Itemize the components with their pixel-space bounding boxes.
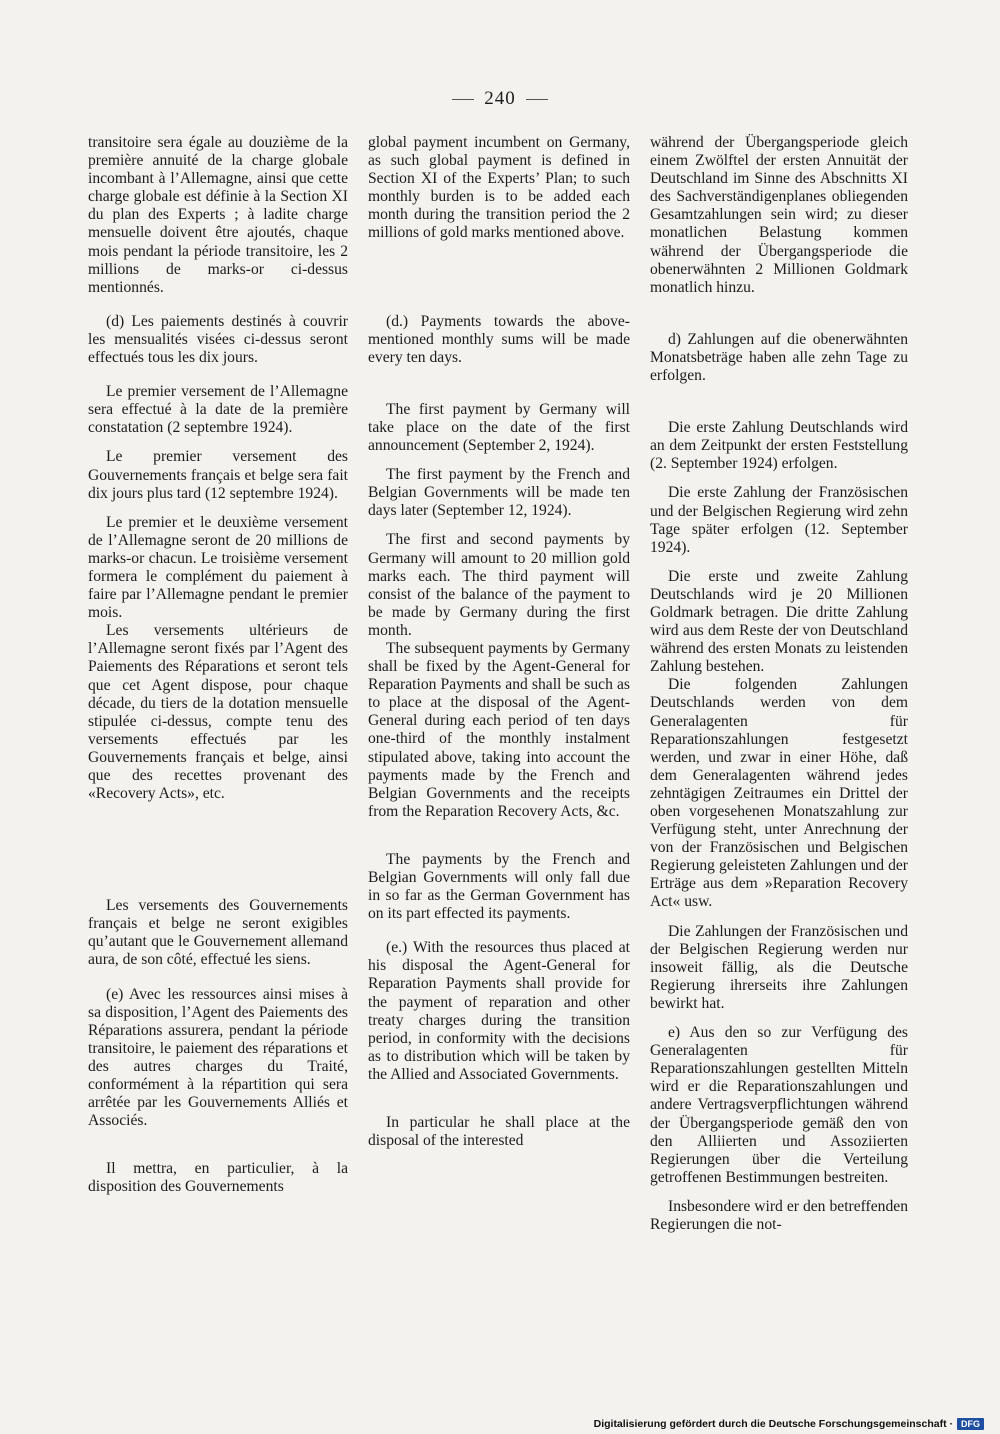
paragraph-de-2: d) Zahlungen auf die obenerwähnten Monatsbeträge haben alle zehn Tage zu erfolgen. (650, 330, 908, 385)
paragraph-en-4: The first payment by the French and Belgian Governments will be made ten days later (September 12, 1924). (368, 466, 630, 520)
paragraph-fr-8: (e) Avec les ressources ainsi mises à sa disposition, l’Agent des Paiements des Réparations assurera, pendant la période transitoire, le paiement des réparations et des autres charges du Traité, conformément à la répartition qui sera arrêtée par les Gouvernements Alliés et Associés. (88, 985, 348, 1130)
paragraph-de-9: Insbesondere wird er den betreffenden Regierungen die not- (650, 1197, 908, 1233)
paragraph-en-5: The first and second payments by Germany will amount to 20 million gold marks each. The third payment will consist of the balance of the payment to be made by Germany during the first month. (368, 531, 630, 639)
paragraph-de-5: Die erste und zweite Zahlung Deutschlands wird je 20 Millionen Goldmark betragen. Die dritte Zahlung wird aus dem Reste der von Deutschland während des ersten Monats zu leistenden Zahlung bestehen. (650, 567, 908, 676)
paragraph-en-9: In particular he shall place at the disposal of the interested (368, 1114, 630, 1150)
page-number-line (0, 88, 1000, 110)
paragraph-de-7: Die Zahlungen der Französischen und der Belgischen Regierung werden nur insoweit fällig, als die Deutsche Regierung ihrerseits ihre Zahlungen bewirkt hat. (650, 922, 908, 1012)
decorative-dash (526, 99, 548, 100)
paragraph-en-6: The subsequent payments by Germany shall be fixed by the Agent-General for Reparation Payments and shall be such as to place at the disposal of the Agent-General during each period of ten days one-third of the monthly instalment stipulated above, taking into account the payments made by the French and Belgian Governments and the receipts from the Reparation Recovery Acts, &c. (368, 639, 630, 820)
paragraph-fr-4: Le premier versement des Gouvernements français et belge sera fait dix jours plus tard (12 septembre 1924). (88, 448, 348, 502)
page-number: 240 (484, 88, 516, 109)
column-english (368, 134, 630, 1314)
dfg-logo: DFG (957, 1418, 984, 1430)
paragraph-en-1: global payment incumbent on Germany, as such global payment is defined in Section XI of the Experts’ Plan; to such monthly burden is to be added each month during the transition period the 2 millions of gold marks mentioned above. (368, 134, 630, 242)
paragraph-fr-7: Les versements des Gouvernements français et belge ne seront exigibles qu’autant que le Gouvernement allemand aura, de son côté, effectué les siens. (88, 897, 348, 969)
paragraph-fr-9: Il mettra, en particulier, à la disposition des Gouvernements (88, 1160, 348, 1196)
paragraph-fr-5: Le premier et le deuxième versement de l’Allemagne seront de 20 millions de marks-or chacun. Le troisième versement formera le complément du paiement à faire par l’Allemagne pendant le premier mois. (88, 513, 348, 622)
decorative-dash (452, 99, 474, 100)
paragraph-fr-6: Les versements ultérieurs de l’Allemagne seront fixés par l’Agent des Paiements des Réparations et seront tels que cet Agent dispose, pour chaque décade, du tiers de la dotation mensuelle stipulée ci-dessus, compte tenu des versements effectués par les Gouvernements français et belge, ainsi que des recettes provenant des «Recovery Acts», etc. (88, 622, 348, 803)
paragraph-de-6: Die folgenden Zahlungen Deutschlands werden von dem Generalagenten für Reparationszahlungen festgesetzt werden, und zwar in einer Höhe, daß dem Generalagenten während jedes zehntägigen Zeitraumes ein Drittel der oben vorgesehenen Monatszahlung zur Verfügung steht, unter Anrechnung der von der Französischen und Belgischen Regierung geleisteten Zahlungen und der Erträge aus dem »Reparation Recovery Act« usw. (650, 676, 908, 911)
paragraph-fr-2: (d) Les paiements destinés à couvrir les mensualités visées ci-dessus seront effectués tous les dix jours. (88, 312, 348, 367)
paragraph-en-8: (e.) With the resources thus placed at his disposal the Agent-General for Reparation Payments shall provide for the payment of reparation and other treaty charges during the transition period, in conformity with the decisions as to distribution which will be taken by the Allied and Associated Governments. (368, 939, 630, 1083)
credit-text: Digitalisierung gefördert durch die Deutsche Forschungsgemeinschaft · (593, 1418, 953, 1430)
paragraph-en-7: The payments by the French and Belgian Governments will only fall due in so far as the German Government has on its part effected its payments. (368, 850, 630, 923)
paragraph-en-2: (d.) Payments towards the above-mentioned monthly sums will be made every ten days. (368, 312, 630, 366)
paragraph-en-3: The first payment by Germany will take place on the date of the first announcement (September 2, 1924). (368, 400, 630, 455)
column-german (650, 134, 908, 1314)
paragraph-fr-1: transitoire sera égale au douzième de la première annuité de la charge globale incombant à l’Allemagne, ainsi que cette charge globale est définie à la Section XI du plan des Experts ; à ladite charge mensuelle doivent être ajoutés, chaque mois pendant la période transitoire, les 2 millions de marks-or ci-dessus mentionnés. (88, 134, 348, 296)
paragraph-de-4: Die erste Zahlung der Französischen und der Belgischen Regierung wird zehn Tage später erfolgen (12. September 1924). (650, 484, 908, 556)
paragraph-fr-3: Le premier versement de l’Allemagne sera effectué à la date de la première constatation (2 septembre 1924). (88, 383, 348, 437)
digitization-credit (594, 1418, 984, 1430)
paragraph-de-1: während der Übergangsperiode gleich einem Zwölftel der ersten Annuität der Deutschland im Sinne des Abschnitts XI des Sachverständigenplanes obliegenden Gesamtzahlungen sein wird; zu dieser monatlichen Belastung kommen während der Übergangsperiode die obenerwähnten 2 Millionen Goldmark monatlich hinzu. (650, 134, 908, 296)
column-french (88, 134, 348, 1314)
paragraph-de-3: Die erste Zahlung Deutschlands wird an dem Zeitpunkt der ersten Feststellung (2. September 1924) erfolgen. (650, 419, 908, 473)
paragraph-de-8: e) Aus den so zur Verfügung des Generalagenten für Reparationszahlungen gestellten Mitteln wird er die Reparationszahlungen und andere Vertragsverpflichtungen während der Übergangsperiode gemäß den von den Alliierten und Assoziierten Regierungen über die Verteilung getroffenen Bestimmungen bestreiten. (650, 1024, 908, 1186)
